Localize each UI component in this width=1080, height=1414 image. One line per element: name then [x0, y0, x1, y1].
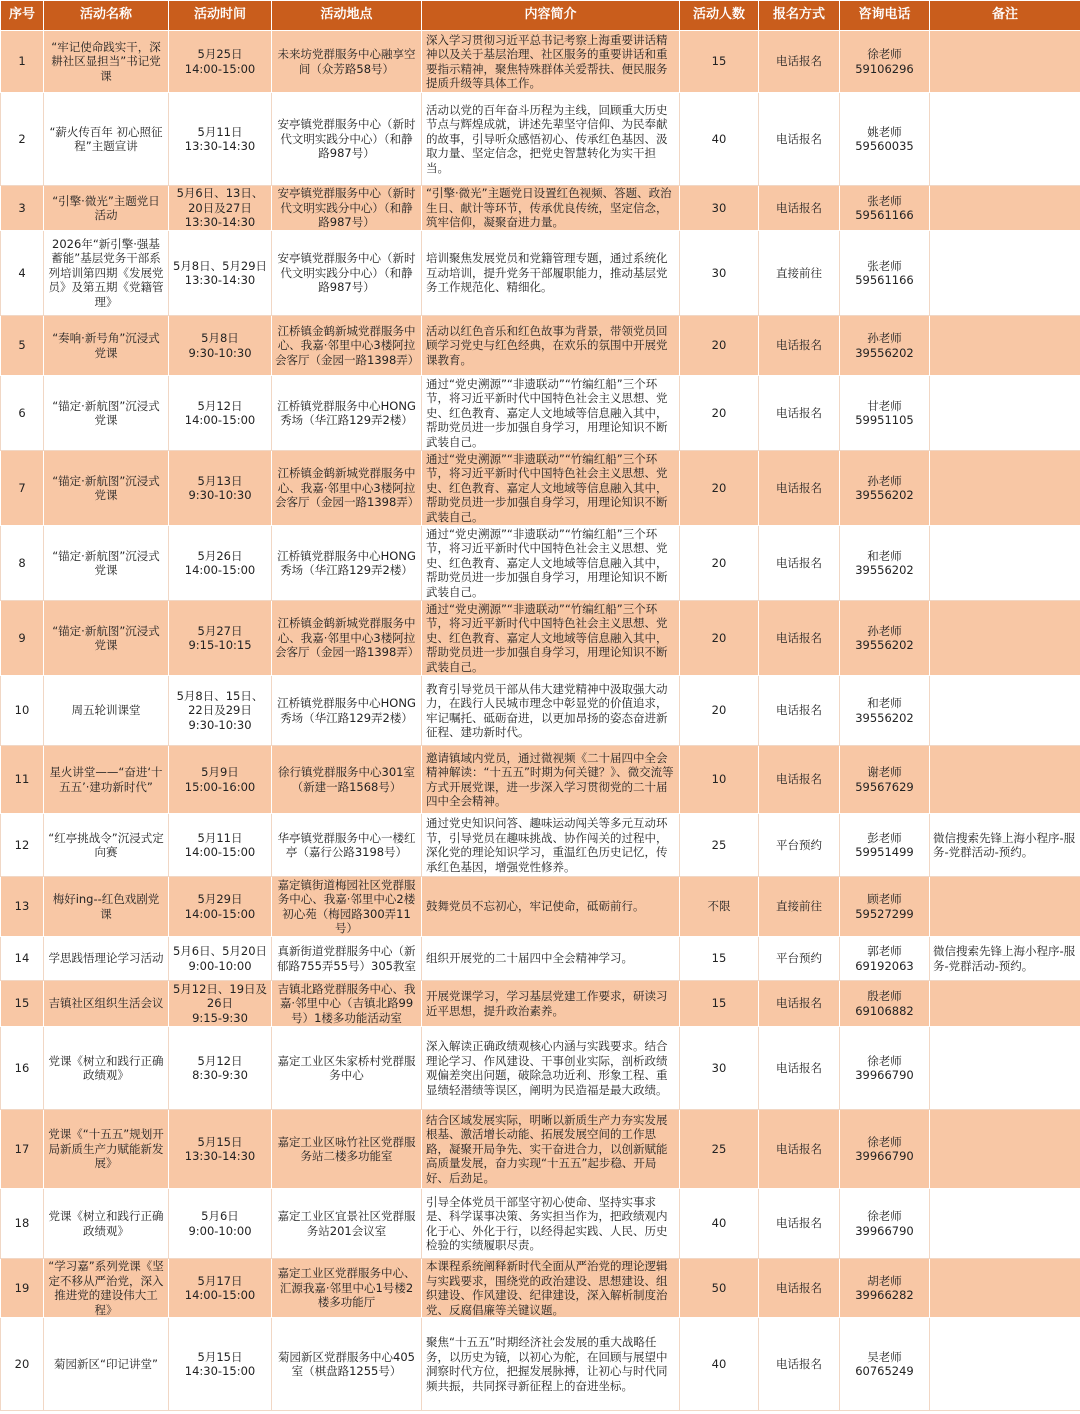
activity-description: 结合区域发展实际，明晰以新质生产力夯实发展根基、激活增长动能、拓展发展空间的工作思路，凝聚开局争先、实干奋进合力，以创新赋能高质量发展，奋力实现“十五五”起步稳、开局好、后劲足。	[422, 1110, 680, 1189]
contact-info: 胡老师 39966282	[840, 1259, 930, 1318]
activity-place: 江桥镇金鹤新城党群服务中心、我嘉·邻里中心3楼阿拉会客厅（金园一路1398弄）	[272, 316, 422, 376]
activity-place: 吉镇北路党群服务中心、我嘉·邻里中心（吉镇北路99号）1楼多功能活动室	[272, 981, 422, 1027]
table-row	[1, 526, 1080, 601]
activity-name: 党课《树立和践行正确政绩观》	[44, 1189, 169, 1259]
participant-count: 20	[680, 676, 759, 746]
row-number: 7	[1, 451, 44, 526]
row-number: 8	[1, 526, 44, 601]
remark	[930, 526, 1080, 601]
contact-info: 姚老师 59560035	[840, 93, 930, 186]
remark	[930, 1110, 1080, 1189]
remark	[930, 676, 1080, 746]
contact-info: 顾老师 59527299	[840, 877, 930, 937]
activity-time: 5月11日 14:00-15:00	[169, 814, 272, 877]
row-number: 13	[1, 877, 44, 937]
activity-time: 5月8日 9:30-10:30	[169, 316, 272, 376]
activity-place: 嘉定工业区朱家桥村党群服务中心	[272, 1027, 422, 1110]
activity-place: 江桥镇党群服务中心HONG秀场（华江路129弄2楼）	[272, 676, 422, 746]
activity-name: 吉镇社区组织生活会议	[44, 981, 169, 1027]
activity-description: 组织开展党的二十届四中全会精神学习。	[422, 937, 680, 981]
activity-name: 星火讲堂——“奋进‘十五五’·建功新时代”	[44, 746, 169, 814]
signup-method: 直接前往	[759, 231, 840, 316]
signup-method: 电话报名	[759, 316, 840, 376]
signup-method: 电话报名	[759, 186, 840, 231]
table-row	[1, 316, 1080, 376]
row-number: 12	[1, 814, 44, 877]
contact-info: 和老师 39556202	[840, 526, 930, 601]
row-number: 9	[1, 601, 44, 676]
activity-time: 5月12日、19日及26日 9:15-9:30	[169, 981, 272, 1027]
activity-time: 5月27日 9:15-10:15	[169, 601, 272, 676]
remark	[930, 93, 1080, 186]
signup-method: 电话报名	[759, 451, 840, 526]
activity-place: 江桥镇金鹤新城党群服务中心、我嘉·邻里中心3楼阿拉会客厅（金园一路1398弄）	[272, 601, 422, 676]
activity-time: 5月15日 14:30-15:00	[169, 1318, 272, 1411]
table-row	[1, 937, 1080, 981]
contact-info: 甘老师 59951105	[840, 376, 930, 451]
row-number: 1	[1, 31, 44, 93]
row-number: 15	[1, 981, 44, 1027]
participant-count: 15	[680, 937, 759, 981]
remark	[930, 451, 1080, 526]
row-number: 3	[1, 186, 44, 231]
participant-count: 不限	[680, 877, 759, 937]
header-place: 活动地点	[272, 1, 422, 31]
remark	[930, 376, 1080, 451]
signup-method: 电话报名	[759, 601, 840, 676]
activity-time: 5月6日、13日、20日及27日 13:30-14:30	[169, 186, 272, 231]
remark	[930, 746, 1080, 814]
participant-count: 50	[680, 1259, 759, 1318]
participant-count: 20	[680, 601, 759, 676]
participant-count: 30	[680, 231, 759, 316]
table-row	[1, 376, 1080, 451]
activity-description: 通过“党史溯源”“非遗联动”“竹编红船”三个环节，将习近平新时代中国特色社会主义思想、党史、红色教育、嘉定人文地域等信息融入其中，帮助党员进一步加强自身学习，用理论知识不断武装自己。	[422, 601, 680, 676]
signup-method: 电话报名	[759, 1189, 840, 1259]
activity-time: 5月17日 14:00-15:00	[169, 1259, 272, 1318]
activity-description: 通过“党史溯源”“非遗联动”“竹编红船”三个环节，将习近平新时代中国特色社会主义思想、党史、红色教育、嘉定人文地域等信息融入其中，帮助党员进一步加强自身学习，用理论知识不断武装自己。	[422, 451, 680, 526]
activity-time: 5月13日 9:30-10:30	[169, 451, 272, 526]
signup-method: 平台预约	[759, 814, 840, 877]
signup-method: 电话报名	[759, 1027, 840, 1110]
table-row	[1, 676, 1080, 746]
table-row	[1, 93, 1080, 186]
header-time: 活动时间	[169, 1, 272, 31]
activity-place: 嘉定工业区咏竹社区党群服务站二楼多功能室	[272, 1110, 422, 1189]
signup-method: 直接前往	[759, 877, 840, 937]
participant-count: 15	[680, 31, 759, 93]
activity-description: 培训聚焦发展党员和党籍管理专题，通过系统化互动培训，提升党务干部履职能力，推动基层党务工作规范化、精细化。	[422, 231, 680, 316]
activity-name: “锚定·新航图”沉浸式党课	[44, 526, 169, 601]
participant-count: 25	[680, 814, 759, 877]
header-count: 活动人数	[680, 1, 759, 31]
remark	[930, 981, 1080, 1027]
table-row	[1, 746, 1080, 814]
activity-name: “红亭挑战令”沉浸式定向赛	[44, 814, 169, 877]
activity-description: 教育引导党员干部从伟大建党精神中汲取强大动力，在践行人民城市理念中彰显党的价值追求，牢记嘱托、砥砺奋进，以更加昂扬的姿态奋进新征程、建功新时代。	[422, 676, 680, 746]
activity-description: 深入解读正确政绩观核心内涵与实践要求。结合理论学习、作风建设、干事创业实际，剖析政绩观偏差突出问题，破除急功近利、形象工程、重显绩轻潜绩等误区，阐明为民造福是最大政绩。	[422, 1027, 680, 1110]
activity-time: 5月6日、5月20日 9:00-10:00	[169, 937, 272, 981]
activity-place: 嘉定工业区党群服务中心、汇源我嘉·邻里中心1号楼2楼多功能厅	[272, 1259, 422, 1318]
contact-info: 徐老师 59106296	[840, 31, 930, 93]
activity-name: “锚定·新航图”沉浸式党课	[44, 601, 169, 676]
row-number: 11	[1, 746, 44, 814]
participant-count: 40	[680, 1189, 759, 1259]
participant-count: 10	[680, 746, 759, 814]
activity-name: “学习嘉”系列党课《坚定不移从严治党，深入推进党的建设伟大工程》	[44, 1259, 169, 1318]
participant-count: 20	[680, 451, 759, 526]
contact-info: 徐老师 39966790	[840, 1027, 930, 1110]
activity-description: 通过党史知识问答、趣味运动闯关等多元互动环节，引导党员在趣味挑战、协作闯关的过程中，深化党的理论知识学习，重温红色历史记忆，传承红色基因，增强党性修养。	[422, 814, 680, 877]
activity-place: 安亭镇党群服务中心（新时代文明实践分中心）（和静路987号）	[272, 93, 422, 186]
remark	[930, 601, 1080, 676]
row-number: 18	[1, 1189, 44, 1259]
table-row	[1, 1189, 1080, 1259]
row-number: 20	[1, 1318, 44, 1411]
activity-name: “引擎·微光”主题党日活动	[44, 186, 169, 231]
signup-method: 电话报名	[759, 1318, 840, 1411]
participant-count: 30	[680, 186, 759, 231]
contact-info: 彭老师 59951499	[840, 814, 930, 877]
activity-time: 5月8日、5月29日 13:30-14:30	[169, 231, 272, 316]
activity-name: 2026年“新引擎·强基蓄能”基层党务干部系列培训第四期《发展党员》及第五期《党籍管理》	[44, 231, 169, 316]
activity-time: 5月29日 14:00-15:00	[169, 877, 272, 937]
activity-description: 活动以党的百年奋斗历程为主线，回顾重大历史节点与辉煌成就，讲述先辈坚守信仰、为民奉献的故事，引导听众感悟初心、传承红色基因、汲取力量、坚定信念，把党史智慧转化为实干担当。	[422, 93, 680, 186]
activity-place: 徐行镇党群服务中心301室（新建一路1568号）	[272, 746, 422, 814]
remark	[930, 31, 1080, 93]
signup-method: 电话报名	[759, 746, 840, 814]
row-number: 17	[1, 1110, 44, 1189]
activity-name: 学思践悟理论学习活动	[44, 937, 169, 981]
activity-time: 5月11日 13:30-14:30	[169, 93, 272, 186]
contact-info: 张老师 59561166	[840, 231, 930, 316]
header-note: 备注	[930, 1, 1080, 31]
participant-count: 40	[680, 93, 759, 186]
participant-count: 30	[680, 1027, 759, 1110]
remark: 微信搜索先锋上海小程序-服务-党群活动-预约。	[930, 814, 1080, 877]
activity-time: 5月15日 13:30-14:30	[169, 1110, 272, 1189]
signup-method: 电话报名	[759, 676, 840, 746]
table-row	[1, 451, 1080, 526]
table-row	[1, 601, 1080, 676]
contact-info: 徐老师 39966790	[840, 1189, 930, 1259]
activity-place: 未来坊党群服务中心融享空间（众芳路58号）	[272, 31, 422, 93]
header-desc: 内容简介	[422, 1, 680, 31]
row-number: 6	[1, 376, 44, 451]
table-row	[1, 877, 1080, 937]
contact-info: 殷老师 69106882	[840, 981, 930, 1027]
header-signup: 报名方式	[759, 1, 840, 31]
activity-place: 安亭镇党群服务中心（新时代文明实践分中心）（和静路987号）	[272, 186, 422, 231]
activity-name: “锚定·新航图”沉浸式党课	[44, 451, 169, 526]
activity-place: 安亭镇党群服务中心（新时代文明实践分中心）（和静路987号）	[272, 231, 422, 316]
activity-place: 嘉定工业区宜景社区党群服务站201会议室	[272, 1189, 422, 1259]
participant-count: 25	[680, 1110, 759, 1189]
header-contact: 咨询电话	[840, 1, 930, 31]
activity-description: “引擎·微光”主题党日设置红色视频、答题、政治生日、献计等环节，传承优良传统，坚定信念，筑牢信仰，凝聚奋进力量。	[422, 186, 680, 231]
row-number: 10	[1, 676, 44, 746]
activity-name: “奏响·新号角”沉浸式党课	[44, 316, 169, 376]
activity-time: 5月25日 14:00-15:00	[169, 31, 272, 93]
activity-description: 活动以红色音乐和红色故事为背景，带领党员回顾学习党史与红色经典，在欢乐的氛围中开展党课教育。	[422, 316, 680, 376]
contact-info: 孙老师 39556202	[840, 601, 930, 676]
signup-method: 电话报名	[759, 1110, 840, 1189]
activity-time: 5月8日、15日、22日及29日 9:30-10:30	[169, 676, 272, 746]
contact-info: 吴老师 60765249	[840, 1318, 930, 1411]
participant-count: 15	[680, 981, 759, 1027]
activity-time: 5月6日 9:00-10:00	[169, 1189, 272, 1259]
table-row	[1, 31, 1080, 93]
activity-place: 江桥镇党群服务中心HONG秀场（华江路129弄2楼）	[272, 526, 422, 601]
participant-count: 20	[680, 376, 759, 451]
activity-name: “锚定·新航图”沉浸式党课	[44, 376, 169, 451]
table-row	[1, 981, 1080, 1027]
activity-description: 通过“党史溯源”“非遗联动”“竹编红船”三个环节，将习近平新时代中国特色社会主义思想、党史、红色教育、嘉定人文地域等信息融入其中，帮助党员进一步加强自身学习，用理论知识不断武装自己。	[422, 526, 680, 601]
activity-place: 真新街道党群服务中心（新郁路755弄55号）305教室	[272, 937, 422, 981]
activity-name: 党课《“十五五”规划开局新质生产力赋能新发展》	[44, 1110, 169, 1189]
activity-description: 鼓舞党员不忘初心，牢记使命，砥砺前行。	[422, 877, 680, 937]
participant-count: 20	[680, 526, 759, 601]
activity-description: 引导全体党员干部坚守初心使命、坚持实事求是、科学谋事决策、务实担当作为，把政绩观内化于心、外化于行，以经得起实践、人民、历史检验的实绩履职尽责。	[422, 1189, 680, 1259]
remark	[930, 877, 1080, 937]
participant-count: 20	[680, 316, 759, 376]
remark	[930, 1027, 1080, 1110]
contact-info: 孙老师 39556202	[840, 451, 930, 526]
signup-method: 电话报名	[759, 526, 840, 601]
activity-time: 5月12日 8:30-9:30	[169, 1027, 272, 1110]
row-number: 19	[1, 1259, 44, 1318]
activity-description: 本课程系统阐释新时代全面从严治党的理论逻辑与实践要求，围绕党的政治建设、思想建设、组织建设、作风建设、纪律建设，深入解析制度治党、反腐倡廉等关键议题。	[422, 1259, 680, 1318]
remark: 微信搜索先锋上海小程序-服务-党群活动-预约。	[930, 937, 1080, 981]
remark	[930, 316, 1080, 376]
activity-place: 江桥镇金鹤新城党群服务中心、我嘉·邻里中心3楼阿拉会客厅（金园一路1398弄）	[272, 451, 422, 526]
remark	[930, 1189, 1080, 1259]
remark	[930, 1259, 1080, 1318]
signup-method: 电话报名	[759, 93, 840, 186]
activity-name: “牢记使命践实干，深耕社区显担当”书记党课	[44, 31, 169, 93]
contact-info: 和老师 39556202	[840, 676, 930, 746]
signup-method: 电话报名	[759, 981, 840, 1027]
activity-time: 5月26日 14:00-15:00	[169, 526, 272, 601]
remark	[930, 1318, 1080, 1411]
contact-info: 徐老师 39966790	[840, 1110, 930, 1189]
remark	[930, 231, 1080, 316]
row-number: 16	[1, 1027, 44, 1110]
contact-info: 谢老师 59567629	[840, 746, 930, 814]
activity-name: 周五轮训课堂	[44, 676, 169, 746]
activity-name: 梅好ing--红色戏剧党课	[44, 877, 169, 937]
table-row	[1, 1027, 1080, 1110]
activity-description: 通过“党史溯源”“非遗联动”“竹编红船”三个环节，将习近平新时代中国特色社会主义思想、党史、红色教育、嘉定人文地域等信息融入其中，帮助党员进一步加强自身学习，用理论知识不断武装自己。	[422, 376, 680, 451]
table-row	[1, 1318, 1080, 1411]
activity-time: 5月12日 14:00-15:00	[169, 376, 272, 451]
table-row	[1, 1259, 1080, 1318]
signup-method: 平台预约	[759, 937, 840, 981]
activity-place: 华亭镇党群服务中心一楼红亭（嘉行公路3198号）	[272, 814, 422, 877]
participant-count: 40	[680, 1318, 759, 1411]
signup-method: 电话报名	[759, 31, 840, 93]
activity-time: 5月9日 15:00-16:00	[169, 746, 272, 814]
activity-description: 开展党课学习，学习基层党建工作要求，研读习近平思想，提升政治素养。	[422, 981, 680, 1027]
header-no: 序号	[1, 1, 44, 31]
header-name: 活动名称	[44, 1, 169, 31]
signup-method: 电话报名	[759, 376, 840, 451]
signup-method: 电话报名	[759, 1259, 840, 1318]
row-number: 14	[1, 937, 44, 981]
remark	[930, 186, 1080, 231]
contact-info: 张老师 59561166	[840, 186, 930, 231]
row-number: 5	[1, 316, 44, 376]
table-row	[1, 1110, 1080, 1189]
header-row	[1, 1, 1080, 31]
row-number: 4	[1, 231, 44, 316]
activity-place: 嘉定镇街道梅园社区党群服务中心、我嘉·邻里中心2楼初心苑（梅园路300弄11号）	[272, 877, 422, 937]
activity-description: 聚焦“十五五”时期经济社会发展的重大战略任务，以历史为镜，以初心为舵，在回顾与展望中洞察时代方位，把握发展脉搏，让初心与时代同频共振，共同探寻新征程上的奋进坐标。	[422, 1318, 680, 1411]
table-row	[1, 814, 1080, 877]
row-number: 2	[1, 93, 44, 186]
activity-place: 菊园新区党群服务中心405室（棋盘路1255号）	[272, 1318, 422, 1411]
activity-description: 邀请镇域内党员，通过微视频《二十届四中全会精神解读：“十五五”时期为何关键？》、微交流等方式开展党课，进一步深入学习贯彻党的二十届四中全会精神。	[422, 746, 680, 814]
contact-info: 郭老师 69192063	[840, 937, 930, 981]
activity-name: “薪火传百年 初心照征程”主题宣讲	[44, 93, 169, 186]
table-row	[1, 231, 1080, 316]
contact-info: 孙老师 39556202	[840, 316, 930, 376]
activity-name: 党课《树立和践行正确政绩观》	[44, 1027, 169, 1110]
activity-name: 菊园新区“印记讲堂”	[44, 1318, 169, 1411]
activity-description: 深入学习贯彻习近平总书记考察上海重要讲话精神以及关于基层治理、社区服务的重要讲话和重要指示精神，聚焦特殊群体关爱帮扶、便民服务提质升级等具体工作。	[422, 31, 680, 93]
activity-place: 江桥镇党群服务中心HONG秀场（华江路129弄2楼）	[272, 376, 422, 451]
table-row	[1, 186, 1080, 231]
